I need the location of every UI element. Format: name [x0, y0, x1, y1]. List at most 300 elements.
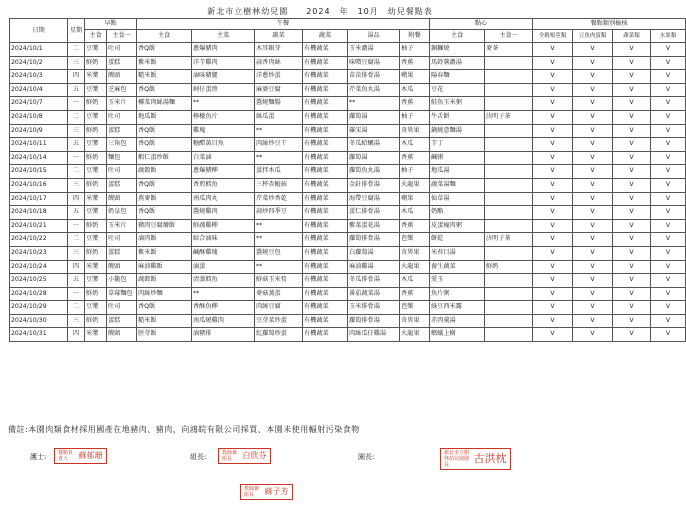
- row-nutrition-check: V: [651, 138, 686, 152]
- row-nutrition-check: V: [613, 274, 651, 288]
- row-l-side: 蒜香肉絲: [255, 56, 303, 70]
- row-nutrition-check: V: [651, 246, 686, 260]
- row-s-main: 仙草湯: [430, 192, 485, 206]
- table-row: [10, 274, 686, 288]
- row-weekday: 四: [68, 328, 85, 342]
- row-s-main1: 麥茶: [485, 43, 533, 57]
- row-weekday: 五: [68, 274, 85, 288]
- row-l-side: 醬燒豆包: [255, 246, 303, 260]
- header-lunch: 午餐: [137, 19, 430, 30]
- row-nutrition-check: V: [651, 165, 686, 179]
- row-nutrition-check: V: [651, 110, 686, 124]
- row-l-extra: 火龍果: [400, 260, 430, 274]
- row-nutrition-check: V: [573, 165, 613, 179]
- row-l-extra: 木瓜: [400, 274, 430, 288]
- row-weekday: 二: [68, 301, 85, 315]
- row-l-soup: 蘿蔔魚丸湯: [348, 165, 400, 179]
- row-b-main1: 蛋糕: [107, 178, 137, 192]
- row-l-veg: 有機蔬菜: [303, 287, 348, 301]
- row-nutrition-check: V: [533, 56, 573, 70]
- row-nutrition-check: V: [613, 83, 651, 97]
- row-nutrition-check: V: [651, 219, 686, 233]
- row-weekday: 四: [68, 70, 85, 84]
- header-nutrition: 餐點類別檢核: [533, 19, 686, 30]
- row-l-veg: 有機蔬菜: [303, 260, 348, 274]
- row-s-main1: [485, 178, 533, 192]
- row-date: 2024/10/4: [10, 83, 68, 97]
- row-l-side: **: [255, 219, 303, 233]
- table-row: [10, 56, 686, 70]
- row-s-main1: [485, 124, 533, 138]
- row-nutrition-check: V: [533, 233, 573, 247]
- row-s-main: 鍋燒意麵湯: [430, 124, 485, 138]
- row-l-soup: 蘿蔔排骨湯: [348, 233, 400, 247]
- row-nutrition-check: V: [651, 124, 686, 138]
- table-row: [10, 328, 686, 342]
- row-b-main: 鮮奶: [85, 287, 107, 301]
- row-l-veg: 有機蔬菜: [303, 43, 348, 57]
- reviewer-label: 護士:: [30, 453, 47, 461]
- row-date: 2024/10/23: [10, 246, 68, 260]
- header-date: 日期: [10, 19, 68, 43]
- header-l-soup: 湯品: [348, 30, 400, 43]
- row-nutrition-check: V: [651, 97, 686, 111]
- table-row: [10, 83, 686, 97]
- row-s-main1: [485, 192, 533, 206]
- row-weekday: 四: [68, 260, 85, 274]
- row-s-main: 牛舌餅: [430, 110, 485, 124]
- row-l-course: **: [192, 97, 255, 111]
- row-s-main: 鮭魚玉米粥: [430, 97, 485, 111]
- row-l-main: 蝦仁蛋炒飯: [137, 151, 192, 165]
- row-nutrition-check: V: [573, 287, 613, 301]
- row-l-course: 檸檬魚片: [192, 110, 255, 124]
- row-l-main: 香Q飯: [137, 124, 192, 138]
- row-l-soup: 蘿蔔排骨湯: [348, 314, 400, 328]
- row-l-course: 雞塊: [192, 124, 255, 138]
- row-nutrition-check: V: [651, 151, 686, 165]
- row-l-main: 香Q飯: [137, 83, 192, 97]
- row-nutrition-check: V: [573, 151, 613, 165]
- row-nutrition-check: V: [651, 233, 686, 247]
- row-s-main: 陽春麵: [430, 70, 485, 84]
- row-weekday: 二: [68, 43, 85, 57]
- row-date: 2024/10/16: [10, 178, 68, 192]
- row-weekday: 一: [68, 151, 85, 165]
- row-nutrition-check: V: [651, 260, 686, 274]
- row-nutrition-check: V: [573, 97, 613, 111]
- row-nutrition-check: V: [573, 301, 613, 315]
- row-nutrition-check: V: [533, 124, 573, 138]
- row-l-extra: 香蕉: [400, 56, 430, 70]
- row-nutrition-check: V: [533, 43, 573, 57]
- row-s-main: 皮蛋瘦肉粥: [430, 219, 485, 233]
- row-l-extra: 香蕉: [400, 97, 430, 111]
- row-l-course: 香煎鱈魚: [192, 178, 255, 192]
- row-l-side: 紅蘿蔔炒蛋: [255, 328, 303, 342]
- header-l-side: 副菜: [255, 30, 303, 43]
- row-l-soup: 玉米濃湯: [348, 43, 400, 57]
- row-l-extra: 香蕉: [400, 151, 430, 165]
- row-s-main1: [485, 246, 533, 260]
- row-l-side: 芹菜炒香乾: [255, 192, 303, 206]
- row-date: 2024/10/18: [10, 206, 68, 220]
- row-l-soup: 蘿蔔湯: [348, 151, 400, 165]
- row-l-extra: 香蕉: [400, 287, 430, 301]
- row-l-main: 蔬穀飯: [137, 274, 192, 288]
- header-n-protein: 豆魚肉蛋類: [573, 30, 613, 43]
- row-l-side: **: [255, 260, 303, 274]
- row-l-main: 紫米飯: [137, 56, 192, 70]
- row-l-soup: 蘿蔔湯: [348, 110, 400, 124]
- row-l-veg: 有機蔬菜: [303, 219, 348, 233]
- row-s-main1: [485, 314, 533, 328]
- row-b-main: 鮮奶: [85, 97, 107, 111]
- row-nutrition-check: V: [533, 260, 573, 274]
- row-l-main: 肉絲炒麵: [137, 287, 192, 301]
- row-nutrition-check: V: [613, 97, 651, 111]
- row-b-main1: 吐司: [107, 110, 137, 124]
- stamp-principal-name: 古洪枕: [473, 452, 507, 465]
- row-nutrition-check: V: [613, 287, 651, 301]
- row-nutrition-check: V: [613, 219, 651, 233]
- row-nutrition-check: V: [533, 83, 573, 97]
- row-s-main: 魚片粥: [430, 287, 485, 301]
- row-nutrition-check: V: [613, 165, 651, 179]
- row-l-course: 糖醋黃目魚: [192, 138, 255, 152]
- row-b-main: 鮮奶: [85, 178, 107, 192]
- row-l-veg: 有機蔬菜: [303, 206, 348, 220]
- row-l-soup: 白蘿蔔湯: [348, 246, 400, 260]
- row-l-main: 椰菜肉絲湯麵: [137, 97, 192, 111]
- row-l-course: 白菜滷: [192, 151, 255, 165]
- header-n-veg: 蔬菜類: [613, 30, 651, 43]
- row-date: 2024/10/28: [10, 287, 68, 301]
- row-nutrition-check: V: [651, 206, 686, 220]
- row-l-course: 滷豬排: [192, 328, 255, 342]
- row-l-side: 醬燒麵腸: [255, 97, 303, 111]
- row-nutrition-check: V: [533, 138, 573, 152]
- row-nutrition-check: V: [533, 274, 573, 288]
- row-weekday: 三: [68, 56, 85, 70]
- row-nutrition-check: V: [533, 314, 573, 328]
- row-nutrition-check: V: [613, 178, 651, 192]
- row-b-main1: 吐司: [107, 165, 137, 179]
- header-l-veg: 蔬菜: [303, 30, 348, 43]
- row-weekday: 三: [68, 178, 85, 192]
- row-l-course: 綜合滷味: [192, 233, 255, 247]
- header-b-main1: 主食一: [107, 30, 137, 43]
- row-date: 2024/10/22: [10, 233, 68, 247]
- row-nutrition-check: V: [651, 301, 686, 315]
- row-nutrition-check: V: [651, 274, 686, 288]
- row-l-extra: 香蕉: [400, 219, 430, 233]
- row-b-main1: 玉米片: [107, 97, 137, 111]
- row-s-main1: 鮮奶: [485, 260, 533, 274]
- row-l-veg: 有機蔬菜: [303, 151, 348, 165]
- row-weekday: 三: [68, 314, 85, 328]
- row-b-main1: 饅頭: [107, 328, 137, 342]
- header-l-course: 主菜: [192, 30, 255, 43]
- row-b-main: 米漿: [85, 328, 107, 342]
- row-l-side: 麻婆豆腐: [255, 83, 303, 97]
- row-l-side: **: [255, 124, 303, 138]
- row-l-course: 洋芋雞肉: [192, 56, 255, 70]
- director-label: 組長:: [190, 453, 207, 461]
- row-s-main: 地瓜湯: [430, 165, 485, 179]
- row-s-main1: [485, 274, 533, 288]
- row-l-course: 滷味豬腿: [192, 70, 255, 84]
- row-l-soup: 冬瓜蛤蠣湯: [348, 138, 400, 152]
- stamp-director-2-name: 蘇子芳: [264, 487, 289, 496]
- row-nutrition-check: V: [651, 43, 686, 57]
- row-weekday: 五: [68, 138, 85, 152]
- row-b-main1: 草莓麵包: [107, 287, 137, 301]
- row-l-veg: 有機蔬菜: [303, 124, 348, 138]
- row-l-soup: **: [348, 97, 400, 111]
- row-s-main1: [485, 151, 533, 165]
- row-nutrition-check: V: [573, 219, 613, 233]
- row-b-main: 米漿: [85, 70, 107, 84]
- row-date: 2024/10/2: [10, 56, 68, 70]
- footnote: 備註:本園肉類食材採用國產在地豬肉、豬肉，向鴻皖有限公司採買、本園未使用輻射污染食物: [8, 425, 360, 434]
- table-row: [10, 206, 686, 220]
- table-row: [10, 314, 686, 328]
- table-row: [10, 260, 686, 274]
- row-nutrition-check: V: [613, 206, 651, 220]
- row-l-course: 清蒸鱈魚: [192, 274, 255, 288]
- row-weekday: 二: [68, 165, 85, 179]
- table-row: [10, 151, 686, 165]
- row-weekday: 一: [68, 219, 85, 233]
- row-s-main: 芋丁: [430, 138, 485, 152]
- row-nutrition-check: V: [573, 138, 613, 152]
- row-date: 2024/10/11: [10, 138, 68, 152]
- stamp-principal-title: 新北市立樹林幼兒園園長: [444, 450, 470, 468]
- stamp-director-name: 白欣芬: [242, 451, 267, 460]
- row-s-main1: 決明子茶: [485, 110, 533, 124]
- row-l-extra: 木瓜: [400, 206, 430, 220]
- header-n-fruit: 水果類: [651, 30, 686, 43]
- row-l-extra: 奇異果: [400, 124, 430, 138]
- row-l-veg: 有機蔬菜: [303, 274, 348, 288]
- row-s-main: 蔬菜湯麵: [430, 178, 485, 192]
- row-nutrition-check: V: [613, 192, 651, 206]
- row-nutrition-check: V: [613, 138, 651, 152]
- row-nutrition-check: V: [533, 70, 573, 84]
- table-row: [10, 138, 686, 152]
- row-nutrition-check: V: [613, 314, 651, 328]
- header-s-main: 主食: [430, 30, 485, 43]
- row-nutrition-check: V: [573, 43, 613, 57]
- row-l-extra: 芭樂: [400, 233, 430, 247]
- row-s-main: 奶酪: [430, 206, 485, 220]
- row-s-main1: 決明子茶: [485, 233, 533, 247]
- row-b-main1: 吐司: [107, 233, 137, 247]
- row-b-main: 鮮奶: [85, 246, 107, 260]
- row-nutrition-check: V: [651, 178, 686, 192]
- row-nutrition-check: V: [613, 328, 651, 342]
- row-nutrition-check: V: [651, 328, 686, 342]
- row-s-main: 螞蟻上樹: [430, 328, 485, 342]
- row-l-soup: 苗苗排骨湯: [348, 70, 400, 84]
- row-b-main: 鮮奶: [85, 219, 107, 233]
- row-date: 2024/10/9: [10, 124, 68, 138]
- header-l-extra: 附餐: [400, 30, 430, 43]
- table-row: [10, 192, 686, 206]
- row-l-veg: 有機蔬菜: [303, 246, 348, 260]
- row-nutrition-check: V: [651, 83, 686, 97]
- row-b-main: 豆漿: [85, 301, 107, 315]
- table-row: [10, 165, 686, 179]
- row-nutrition-check: V: [533, 110, 573, 124]
- row-nutrition-check: V: [613, 124, 651, 138]
- stamp-director: [218, 448, 271, 464]
- row-weekday: 五: [68, 83, 85, 97]
- table-row: [10, 287, 686, 301]
- row-nutrition-check: V: [651, 70, 686, 84]
- row-l-veg: 有機蔬菜: [303, 233, 348, 247]
- row-s-main: 馬鈴薯濃湯: [430, 56, 485, 70]
- row-l-soup: 芹菜魚丸湯: [348, 83, 400, 97]
- row-b-main1: 蛋糕: [107, 314, 137, 328]
- row-nutrition-check: V: [533, 178, 573, 192]
- row-l-veg: 有機蔬菜: [303, 83, 348, 97]
- row-s-main: 養生蔬菜: [430, 260, 485, 274]
- row-weekday: 三: [68, 246, 85, 260]
- row-date: 2024/10/29: [10, 301, 68, 315]
- row-nutrition-check: V: [573, 233, 613, 247]
- row-b-main1: 蛋糕: [107, 56, 137, 70]
- row-nutrition-check: V: [533, 219, 573, 233]
- menu-body: [10, 43, 686, 342]
- row-l-side: 絲瓜蛋: [255, 110, 303, 124]
- page-title: 新北市立樹林幼兒園 2024 年 10月 幼兒餐點表: [207, 7, 433, 16]
- row-l-main: 胚芽飯: [137, 328, 192, 342]
- row-l-soup: 番茄蔬菜湯: [348, 287, 400, 301]
- row-nutrition-check: V: [533, 287, 573, 301]
- row-l-soup: 玉米排骨湯: [348, 301, 400, 315]
- row-weekday: 二: [68, 233, 85, 247]
- row-l-soup: 冬瓜排骨湯: [348, 274, 400, 288]
- row-nutrition-check: V: [573, 328, 613, 342]
- row-date: 2024/10/24: [10, 260, 68, 274]
- row-l-soup: 麻油雞湯: [348, 260, 400, 274]
- row-s-main1: [485, 328, 533, 342]
- table-row: [10, 110, 686, 124]
- row-l-extra: 蘋果: [400, 192, 430, 206]
- row-l-side: 肉絲豆腐: [255, 301, 303, 315]
- row-b-main: 豆漿: [85, 165, 107, 179]
- row-l-veg: 有機蔬菜: [303, 178, 348, 192]
- row-weekday: 三: [68, 124, 85, 138]
- row-nutrition-check: V: [573, 206, 613, 220]
- row-l-veg: 有機蔬菜: [303, 192, 348, 206]
- row-s-main1: [485, 138, 533, 152]
- table-row: [10, 178, 686, 192]
- row-s-main1: [485, 301, 533, 315]
- row-l-extra: 蘋果: [400, 70, 430, 84]
- header-weekday: 星期: [68, 19, 85, 43]
- row-s-main1: [485, 206, 533, 220]
- row-s-main1: [485, 56, 533, 70]
- row-nutrition-check: V: [613, 151, 651, 165]
- stamp-director-2-title: 教師兼組長: [244, 486, 260, 498]
- row-b-main: 豆漿: [85, 138, 107, 152]
- table-row: [10, 70, 686, 84]
- row-s-main: 愛玉: [430, 274, 485, 288]
- row-b-main: 豆漿: [85, 274, 107, 288]
- row-l-main: 香Q飯: [137, 206, 192, 220]
- row-nutrition-check: V: [573, 314, 613, 328]
- row-date: 2024/10/15: [10, 165, 68, 179]
- row-b-main1: 芝麻包: [107, 83, 137, 97]
- row-l-course: 蚵仔蛋煎: [192, 83, 255, 97]
- row-l-side: 蒜炒四季豆: [255, 206, 303, 220]
- row-b-main1: 饅頭: [107, 192, 137, 206]
- row-nutrition-check: V: [651, 287, 686, 301]
- table-row: [10, 43, 686, 57]
- row-nutrition-check: V: [613, 110, 651, 124]
- row-l-main: 香Q飯: [137, 138, 192, 152]
- row-l-extra: 柚子: [400, 43, 430, 57]
- row-b-main: 鮮奶: [85, 56, 107, 70]
- row-l-veg: 有機蔬菜: [303, 301, 348, 315]
- row-l-main: 滷肉飯: [137, 233, 192, 247]
- row-weekday: 四: [68, 192, 85, 206]
- row-nutrition-check: V: [573, 260, 613, 274]
- row-s-main1: [485, 165, 533, 179]
- row-l-soup: 肉絲瓜仔雞湯: [348, 328, 400, 342]
- row-nutrition-check: V: [573, 110, 613, 124]
- row-b-main: 鮮奶: [85, 314, 107, 328]
- table-row: [10, 124, 686, 138]
- row-nutrition-check: V: [573, 70, 613, 84]
- row-l-veg: 有機蔬菜: [303, 70, 348, 84]
- row-l-side: 三杯杏鮑菇: [255, 178, 303, 192]
- row-s-main1: [485, 287, 533, 301]
- stamp-principal: [440, 448, 511, 470]
- table-row: [10, 233, 686, 247]
- row-s-main: 豆花: [430, 83, 485, 97]
- table-row: [10, 246, 686, 260]
- table-row: [10, 97, 686, 111]
- row-l-main: 燕麥飯: [137, 192, 192, 206]
- row-nutrition-check: V: [573, 192, 613, 206]
- row-date: 2024/10/21: [10, 219, 68, 233]
- row-nutrition-check: V: [533, 151, 573, 165]
- row-b-main: 豆漿: [85, 233, 107, 247]
- row-l-side: 蛋拌木瓜: [255, 165, 303, 179]
- row-l-extra: 火龍果: [400, 328, 430, 342]
- row-l-extra: 奇異果: [400, 314, 430, 328]
- row-s-main: 鹹粥: [430, 151, 485, 165]
- row-b-main1: 麵包: [107, 151, 137, 165]
- row-l-main: 香Q飯: [137, 43, 192, 57]
- row-l-veg: 有機蔬菜: [303, 314, 348, 328]
- row-l-extra: 火龍果: [400, 178, 430, 192]
- row-nutrition-check: V: [533, 97, 573, 111]
- row-l-extra: 芭樂: [400, 301, 430, 315]
- row-weekday: 二: [68, 110, 85, 124]
- row-nutrition-check: V: [573, 56, 613, 70]
- row-l-side: 豆芽菜炒蛋: [255, 314, 303, 328]
- row-weekday: 一: [68, 287, 85, 301]
- row-nutrition-check: V: [533, 328, 573, 342]
- row-b-main: 豆漿: [85, 206, 107, 220]
- row-l-course: 南瓜燒雞肉: [192, 314, 255, 328]
- table-row: [10, 219, 686, 233]
